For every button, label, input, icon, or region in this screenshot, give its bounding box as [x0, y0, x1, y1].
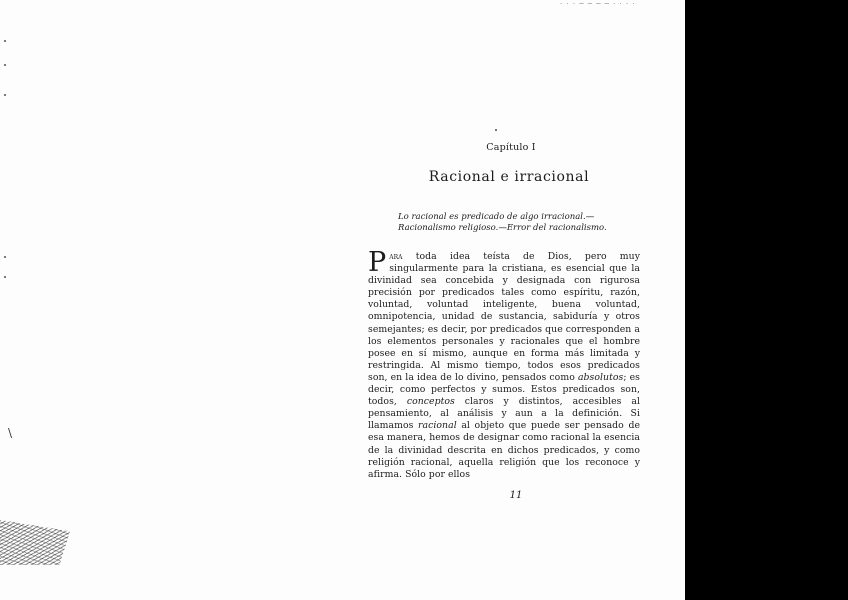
first-word-smallcaps: ara	[389, 252, 403, 262]
margin-tick: \	[8, 426, 13, 440]
left-margin-marks	[0, 0, 20, 600]
paragraph-text: claros y distintos, accesibles al pensamiento, al análisis y aun a la definición. Si llamamos	[368, 396, 640, 432]
paragraph-text: ; es decir, como perfectos y sumos. Estos predicados son, todos,	[368, 371, 640, 408]
margin-speck	[4, 256, 6, 258]
chapter-title: Racional e irracional	[428, 169, 590, 185]
emphasis-racional: racional	[418, 420, 457, 432]
paragraph-text: toda idea teísta de Dios, pero muy singularmente para la cristiana, es esencial que la divinidad sea concebida y designada con rigurosa precisión por predicados tales como espíritu, razón, voluntad, voluntad inteligente, buena voluntad, omnipotencia, unidad de sustancia, sabiduría y otros semejantes; es decir, por predicados que corresponden a los elementos personales y racionales que el hombre posee en sí mismo, aunque en forma más limitada y restringida. Al mismo tiempo, todos esos predicados son, en la idea de lo divino, pensados como	[368, 251, 640, 383]
chapter-summary	[368, 212, 640, 234]
margin-speck	[4, 40, 6, 42]
page-number: 11	[509, 489, 523, 501]
body-paragraph	[368, 247, 640, 481]
scan-corner-shadow	[0, 520, 70, 565]
summary-line-1: Lo racional es predicado de algo irracional.—	[398, 212, 595, 222]
margin-speck	[4, 94, 6, 96]
summary-line-2: Racionalismo religioso.—Error del racionalismo.	[398, 223, 607, 233]
chapter-label: Capítulo I	[486, 142, 536, 153]
page-content	[368, 120, 640, 501]
margin-speck	[4, 276, 6, 278]
emphasis-absolutos: absolutos	[577, 371, 624, 383]
scan-edge-marks: · · · ─ ─ ─ ─ · · · ·	[560, 0, 636, 8]
emphasis-conceptos: conceptos	[406, 396, 455, 408]
margin-speck	[4, 64, 6, 66]
drop-cap: P	[368, 247, 387, 278]
paragraph-text: al objeto que puede ser pensado de esa manera, hemos de designar como racional la esencia de la divinidad descrita en dichos predicados, y como religión racional, aquella religión que los reconoce y afirma. Sólo por ellos	[368, 420, 640, 480]
